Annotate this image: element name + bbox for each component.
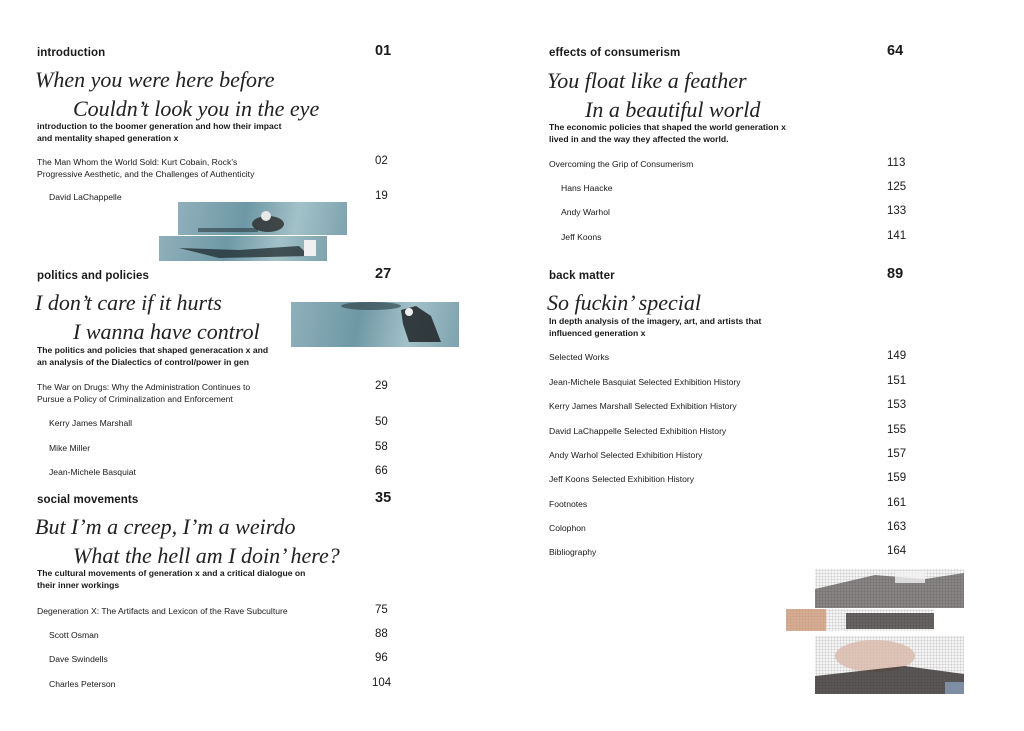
- section-title-consumerism: effects of consumerism: [549, 47, 681, 59]
- lyric-line: So fuckin’ special: [547, 290, 701, 315]
- section-description: [549, 122, 786, 145]
- entry-page: 66: [375, 465, 388, 477]
- toc-entry[interactable]: David LaChappelle: [49, 192, 122, 202]
- description-line: and mentality shaped generation x: [37, 132, 179, 143]
- section-page-back-matter: 89: [887, 266, 904, 282]
- lyric-line: Couldn’t look you in the eye: [73, 96, 320, 121]
- entry-page: 153: [887, 399, 907, 411]
- description-line: The cultural movements of generation x and a critical dialogue on: [37, 568, 306, 578]
- description-line: influenced generation x: [549, 327, 646, 338]
- figure-silhouette: [815, 569, 964, 608]
- entry-label: The Man Whom the World Sold: Kurt Cobain, Rock’s: [37, 157, 238, 167]
- section-title-politics: politics and policies: [37, 270, 150, 282]
- section-description: [37, 121, 281, 144]
- toc-entry[interactable]: Colophon: [549, 523, 586, 533]
- toc-entry[interactable]: Mike Miller: [49, 443, 91, 453]
- entry-page: 133: [887, 205, 907, 217]
- entry-label: Pursue a Policy of Criminalization and Enforcement: [37, 393, 233, 404]
- lyric-line: What the hell am I doin’ here?: [73, 543, 340, 568]
- lyric-line: In a beautiful world: [585, 97, 761, 122]
- photo-strip: [178, 202, 347, 235]
- entry-page: 155: [887, 424, 907, 436]
- toc-entry[interactable]: Bibliography: [549, 547, 597, 557]
- description-line: introduction to the boomer generation and how their impact: [37, 121, 282, 131]
- entry-page: 149: [887, 350, 907, 362]
- description-line: lived in and the way they affected the world.: [549, 133, 729, 144]
- entry-page: 02: [375, 155, 388, 167]
- toc-entry[interactable]: Jean-Michele Basquiat Selected Exhibition History: [549, 377, 741, 387]
- toc-entry[interactable]: Jean-Michele Basquiat: [49, 467, 136, 477]
- entry-page: 151: [887, 375, 907, 387]
- toc-entry[interactable]: Charles Peterson: [49, 679, 116, 689]
- section-description: [37, 568, 305, 591]
- section-title-social: social movements: [37, 494, 139, 506]
- entry-page: 164: [887, 545, 907, 557]
- entry-page: 125: [887, 181, 907, 193]
- lyric-line: I wanna have control: [73, 319, 260, 344]
- description-line: an analysis of the Dialectics of control/power in gen: [37, 356, 250, 367]
- entry-page: 104: [372, 677, 392, 689]
- section-page-politics: 27: [375, 266, 392, 282]
- lyric-line: You float like a feather: [547, 68, 747, 93]
- photo-strip: [291, 302, 459, 347]
- toc-entry[interactable]: Hans Haacke: [561, 183, 613, 193]
- entry-page: 88: [375, 628, 388, 640]
- toc-entry[interactable]: Kerry James Marshall Selected Exhibition History: [549, 401, 737, 411]
- photo-strip: [159, 236, 327, 261]
- toc-entry[interactable]: Jeff Koons Selected Exhibition History: [549, 474, 695, 484]
- lyric-line: I don’t care if it hurts: [35, 290, 222, 315]
- toc-entry[interactable]: Overcoming the Grip of Consumerism: [549, 159, 694, 169]
- entry-page: 58: [375, 441, 388, 453]
- figure-silhouette: [786, 609, 934, 631]
- toc-entry[interactable]: Dave Swindells: [49, 654, 108, 664]
- figure-silhouette: [178, 202, 347, 235]
- entry-page: 29: [375, 380, 388, 392]
- photo-strip: [815, 569, 964, 608]
- description-line: The economic policies that shaped the world generation x: [549, 122, 786, 132]
- section-page-consumerism: 64: [887, 43, 904, 59]
- toc-entry[interactable]: David LaChappelle Selected Exhibition History: [549, 426, 727, 436]
- entry-page: 19: [375, 190, 388, 202]
- entry-label: Progressive Aesthetic, and the Challenges of Authenticity: [37, 168, 255, 179]
- description-line: In depth analysis of the imagery, art, and artists that: [549, 316, 762, 326]
- toc-entry[interactable]: [37, 157, 254, 180]
- toc-entry[interactable]: [37, 382, 250, 405]
- lyric-line: But I’m a creep, I’m a weirdo: [35, 514, 296, 539]
- section-title-introduction: introduction: [37, 47, 106, 59]
- toc-entry[interactable]: Andy Warhol: [561, 207, 610, 217]
- toc-entry[interactable]: Degeneration X: The Artifacts and Lexicon of the Rave Subculture: [37, 606, 288, 616]
- entry-page: 157: [887, 448, 907, 460]
- section-page-introduction: 01: [375, 43, 392, 59]
- entry-page: 159: [887, 472, 907, 484]
- description-line: their inner workings: [37, 579, 120, 590]
- toc-entry[interactable]: Selected Works: [549, 352, 610, 362]
- toc-entry[interactable]: Kerry James Marshall: [49, 418, 133, 428]
- photo-strip: [786, 609, 934, 631]
- section-page-social: 35: [375, 490, 392, 506]
- photo-strip: [815, 636, 964, 694]
- entry-page: 141: [887, 230, 907, 242]
- entry-page: 113: [887, 157, 906, 169]
- description-line: The politics and policies that shaped generacation x and: [37, 345, 269, 355]
- toc-entry[interactable]: Footnotes: [549, 499, 588, 509]
- entry-page: 75: [375, 604, 388, 616]
- figure-silhouette: [159, 236, 327, 261]
- section-description: [37, 345, 268, 368]
- toc-entry[interactable]: Jeff Koons: [561, 232, 602, 242]
- toc-entry[interactable]: Scott Osman: [49, 630, 99, 640]
- entry-page: 50: [375, 416, 388, 428]
- figure-silhouette: [815, 636, 964, 694]
- entry-page: 163: [887, 521, 907, 533]
- toc-entry[interactable]: Andy Warhol Selected Exhibition History: [549, 450, 703, 460]
- lyric-line: When you were here before: [35, 67, 275, 92]
- section-description: [549, 316, 761, 339]
- figure-silhouette: [291, 302, 459, 347]
- entry-page: 161: [887, 497, 907, 509]
- entry-page: 96: [375, 652, 388, 664]
- section-title-back-matter: back matter: [549, 270, 615, 282]
- entry-label: The War on Drugs: Why the Administration Continues to: [37, 382, 251, 392]
